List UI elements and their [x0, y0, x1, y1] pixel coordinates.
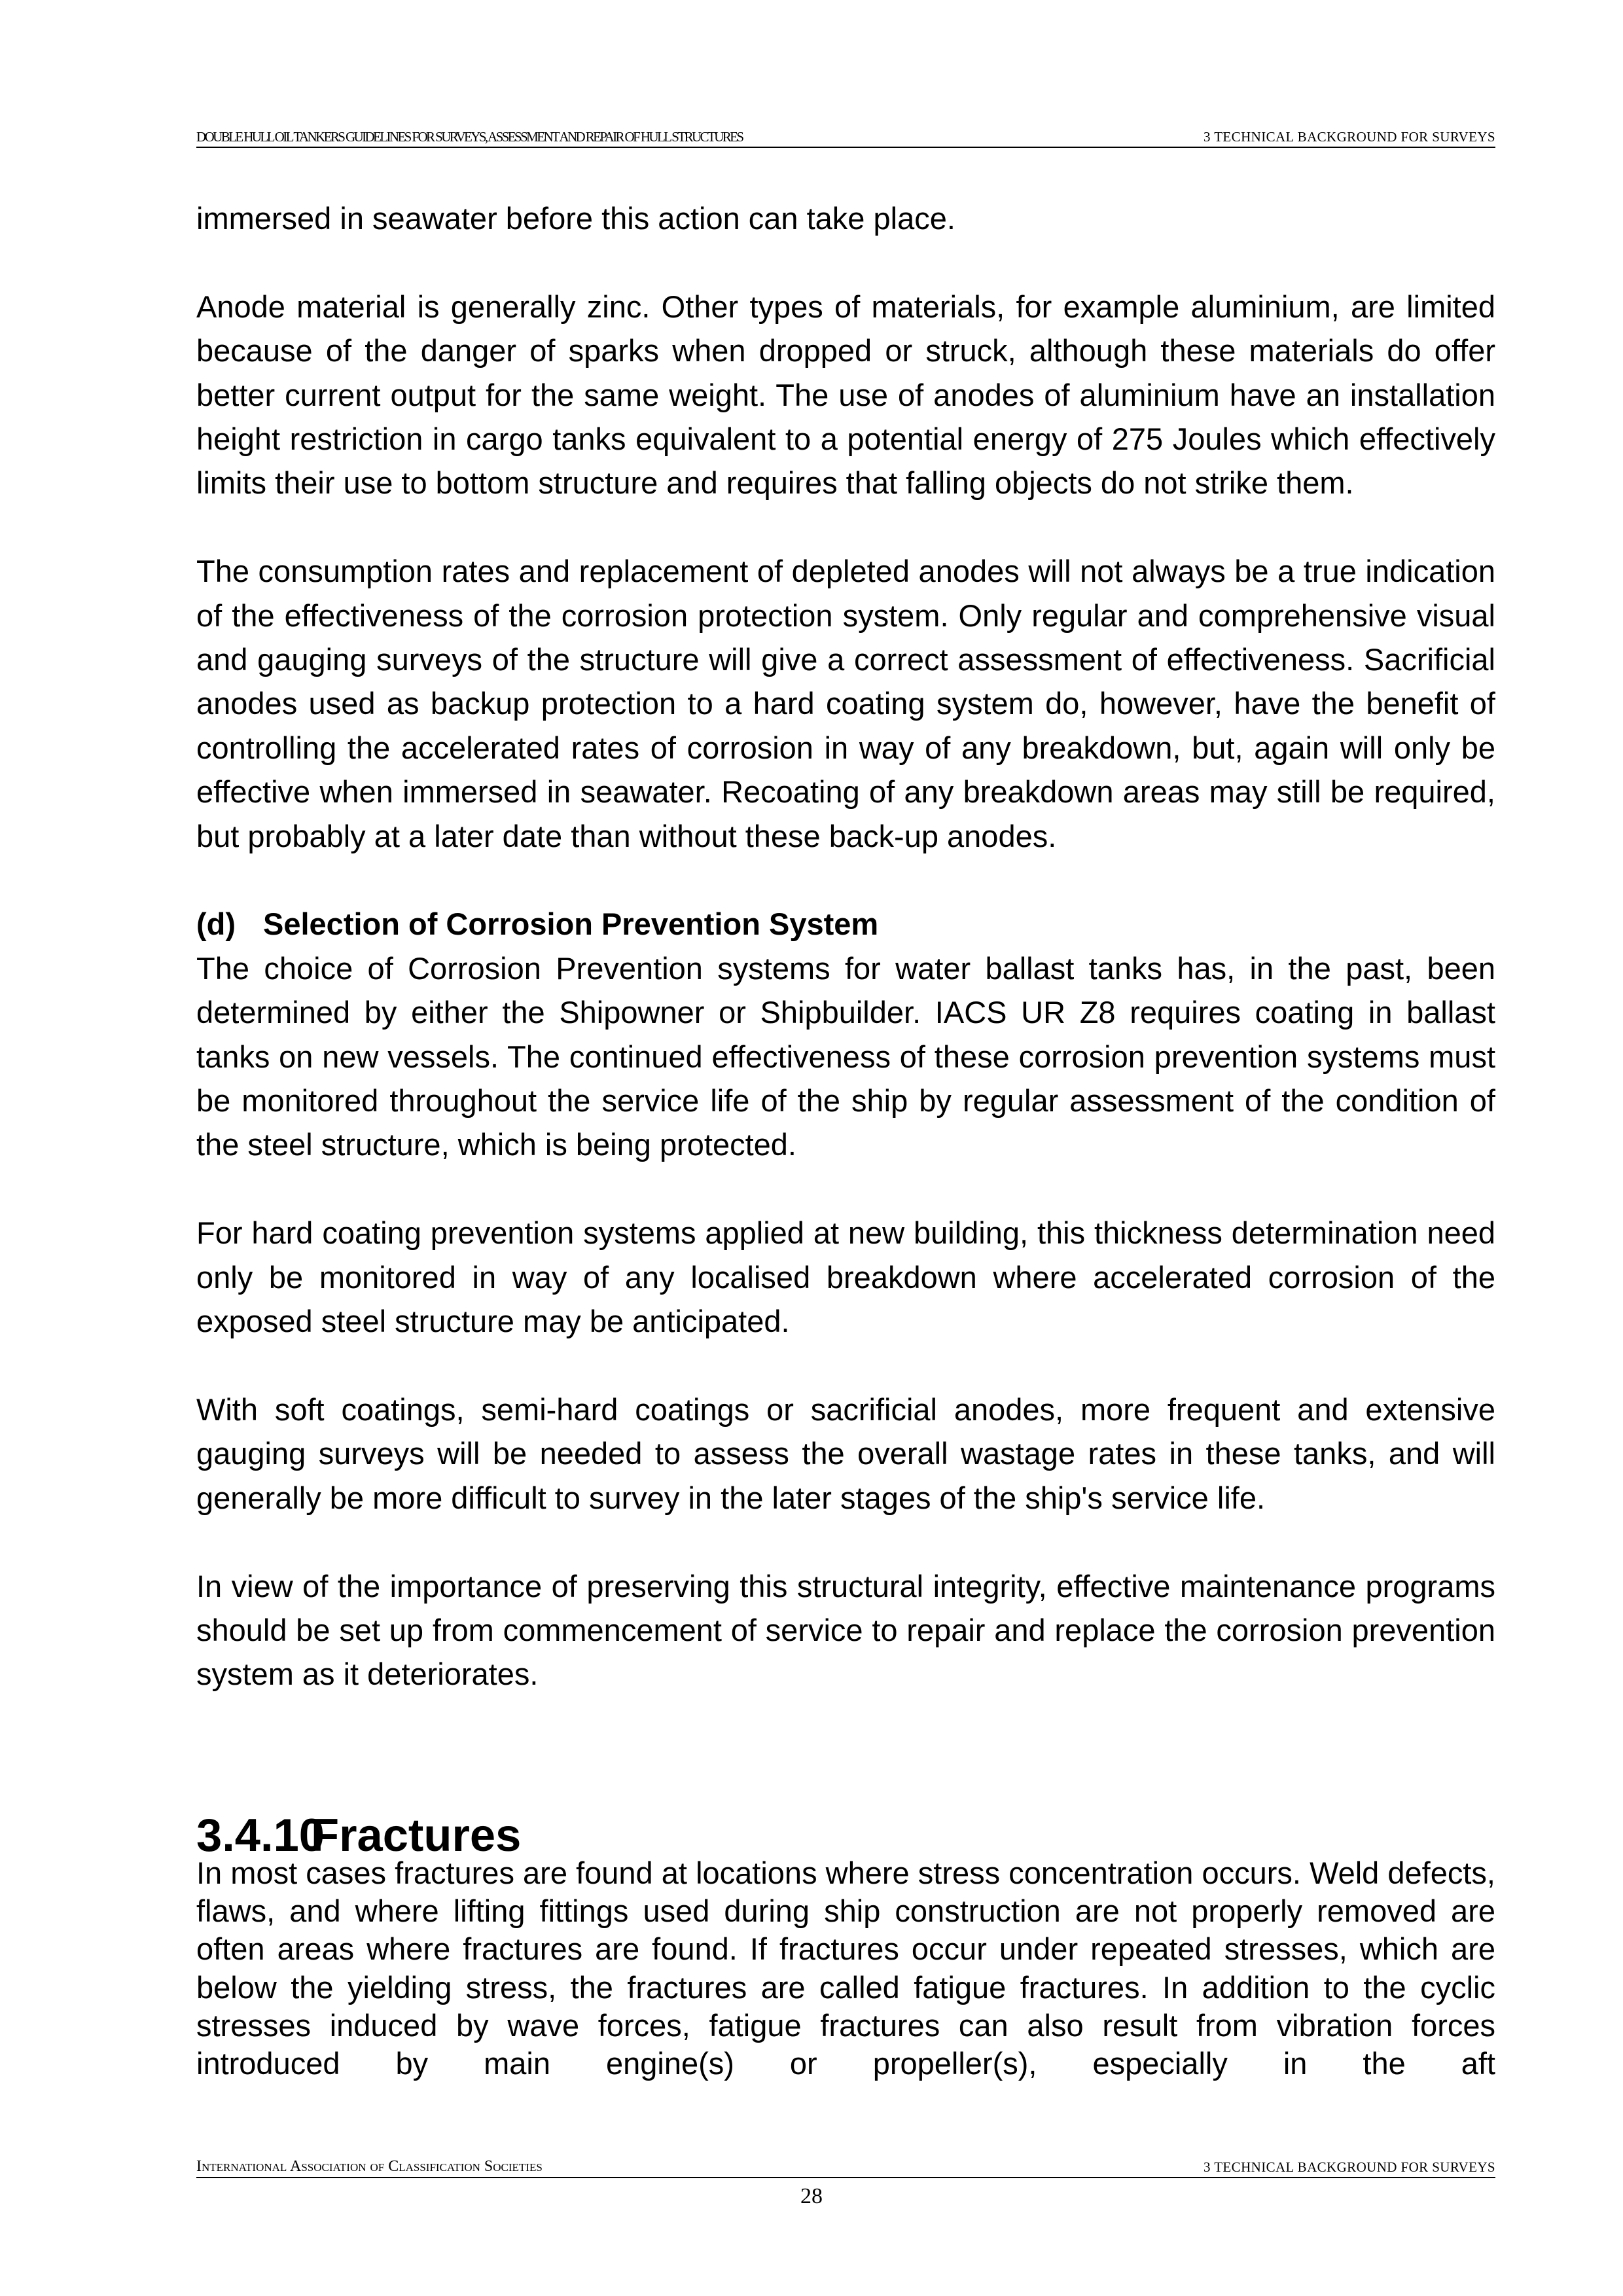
running-footer: [196, 2159, 1495, 2178]
section-number: (d): [196, 906, 236, 942]
section-heading-d: [196, 902, 1495, 946]
paragraph-choice-of-systems: The choice of Corrosion Prevention systems for water ballast tanks has, in the past, been determined by either the Shipowner or Shipbuilder. IACS UR Z8 requires coating in ballast tanks on new vessels. The continued effectiveness of these corrosion prevention systems must be monitored throughout the service life of the ship by regular assessment of the condition of the steel structure, which is being protected.: [196, 950, 1495, 1162]
section-heading-fractures: [196, 1809, 1495, 1861]
paragraph-fractures: In most cases fractures are found at locations where stress concentration occurs. Weld defects, flaws, and where lifting fittings used during ship construction are not properly removed are often areas where fractures are found. If fractures occur under repeated stresses, which are below the yielding stress, the fractures are called fatigue fractures. In addition to the cyclic stresses induced by wave forces, fatigue fractures can also result from vibration forces introduced by main engine(s) or propeller(s), especially in the aft: [196, 1856, 1495, 2081]
paragraph-soft-coatings: With soft coatings, semi-hard coatings or sacrificial anodes, more frequent and extensive gauging surveys will be needed to assess the overall wastage rates in these tanks, and will generally be more difficult to survey in the later stages of the ship's service life.: [196, 1391, 1495, 1515]
paragraph-consumption-rates: The consumption rates and replacement of depleted anodes will not always be a true indication of the effectiveness of the corrosion protection system. Only regular and comprehensive visual and gauging surveys of the structure will give a correct assessment of effectiveness. Sacrificial anodes used as backup protection to a hard coating system do, however, have the benefit of controlling the accelerated rates of corrosion in way of any breakdown, but, again will only be effective when immersed in seawater. Recoating of any breakdown areas may still be required, but probably at a later date than without these back-up anodes.: [196, 554, 1495, 853]
section-title: Selection of Corrosion Prevention System: [263, 906, 879, 942]
section-title: Fractures: [311, 1809, 522, 1861]
paragraph-maintenance-programs: In view of the importance of preserving this structural integrity, effective maintenance programs should be set up from commencement of service to repair and replace the corrosion prevention system as it deteriorates.: [196, 1568, 1495, 1692]
footer-chapter-title: 3 TECHNICAL BACKGROUND FOR SURVEYS: [1204, 2159, 1495, 2175]
header-document-title: DOUBLE HULL OIL TANKERS GUIDELINES FOR SURVEYS, ASSESSMENT AND REPAIR OF HULL STRUCTURES: [196, 129, 743, 145]
main-text: [196, 196, 1495, 1740]
section-number: 3.4.10: [196, 1809, 325, 1861]
section-fractures: [196, 1809, 1495, 2083]
header-chapter-title: 3 TECHNICAL BACKGROUND FOR SURVEYS: [1204, 129, 1495, 145]
paragraph-continued: immersed in seawater before this action can take place.: [196, 201, 955, 236]
paragraph-hard-coating: For hard coating prevention systems applied at new building, this thickness determination need only be monitored in way of any localised breakdown where accelerated corrosion of the exposed steel structure may be anticipated.: [196, 1215, 1495, 1339]
footer-organization: International Association of Classification Societies: [196, 2158, 543, 2175]
page-number: 28: [800, 2184, 823, 2208]
running-header: [196, 130, 1495, 148]
paragraph-anode-material: Anode material is generally zinc. Other types of materials, for example aluminium, are limited because of the danger of sparks when dropped or struck, although these materials do offer better current output for the same weight. The use of anodes of aluminium have an installation height restriction in cargo tanks equivalent to a potential energy of 275 Joules which effectively limits their use to bottom structure and requires that falling objects do not strike them.: [196, 289, 1495, 501]
